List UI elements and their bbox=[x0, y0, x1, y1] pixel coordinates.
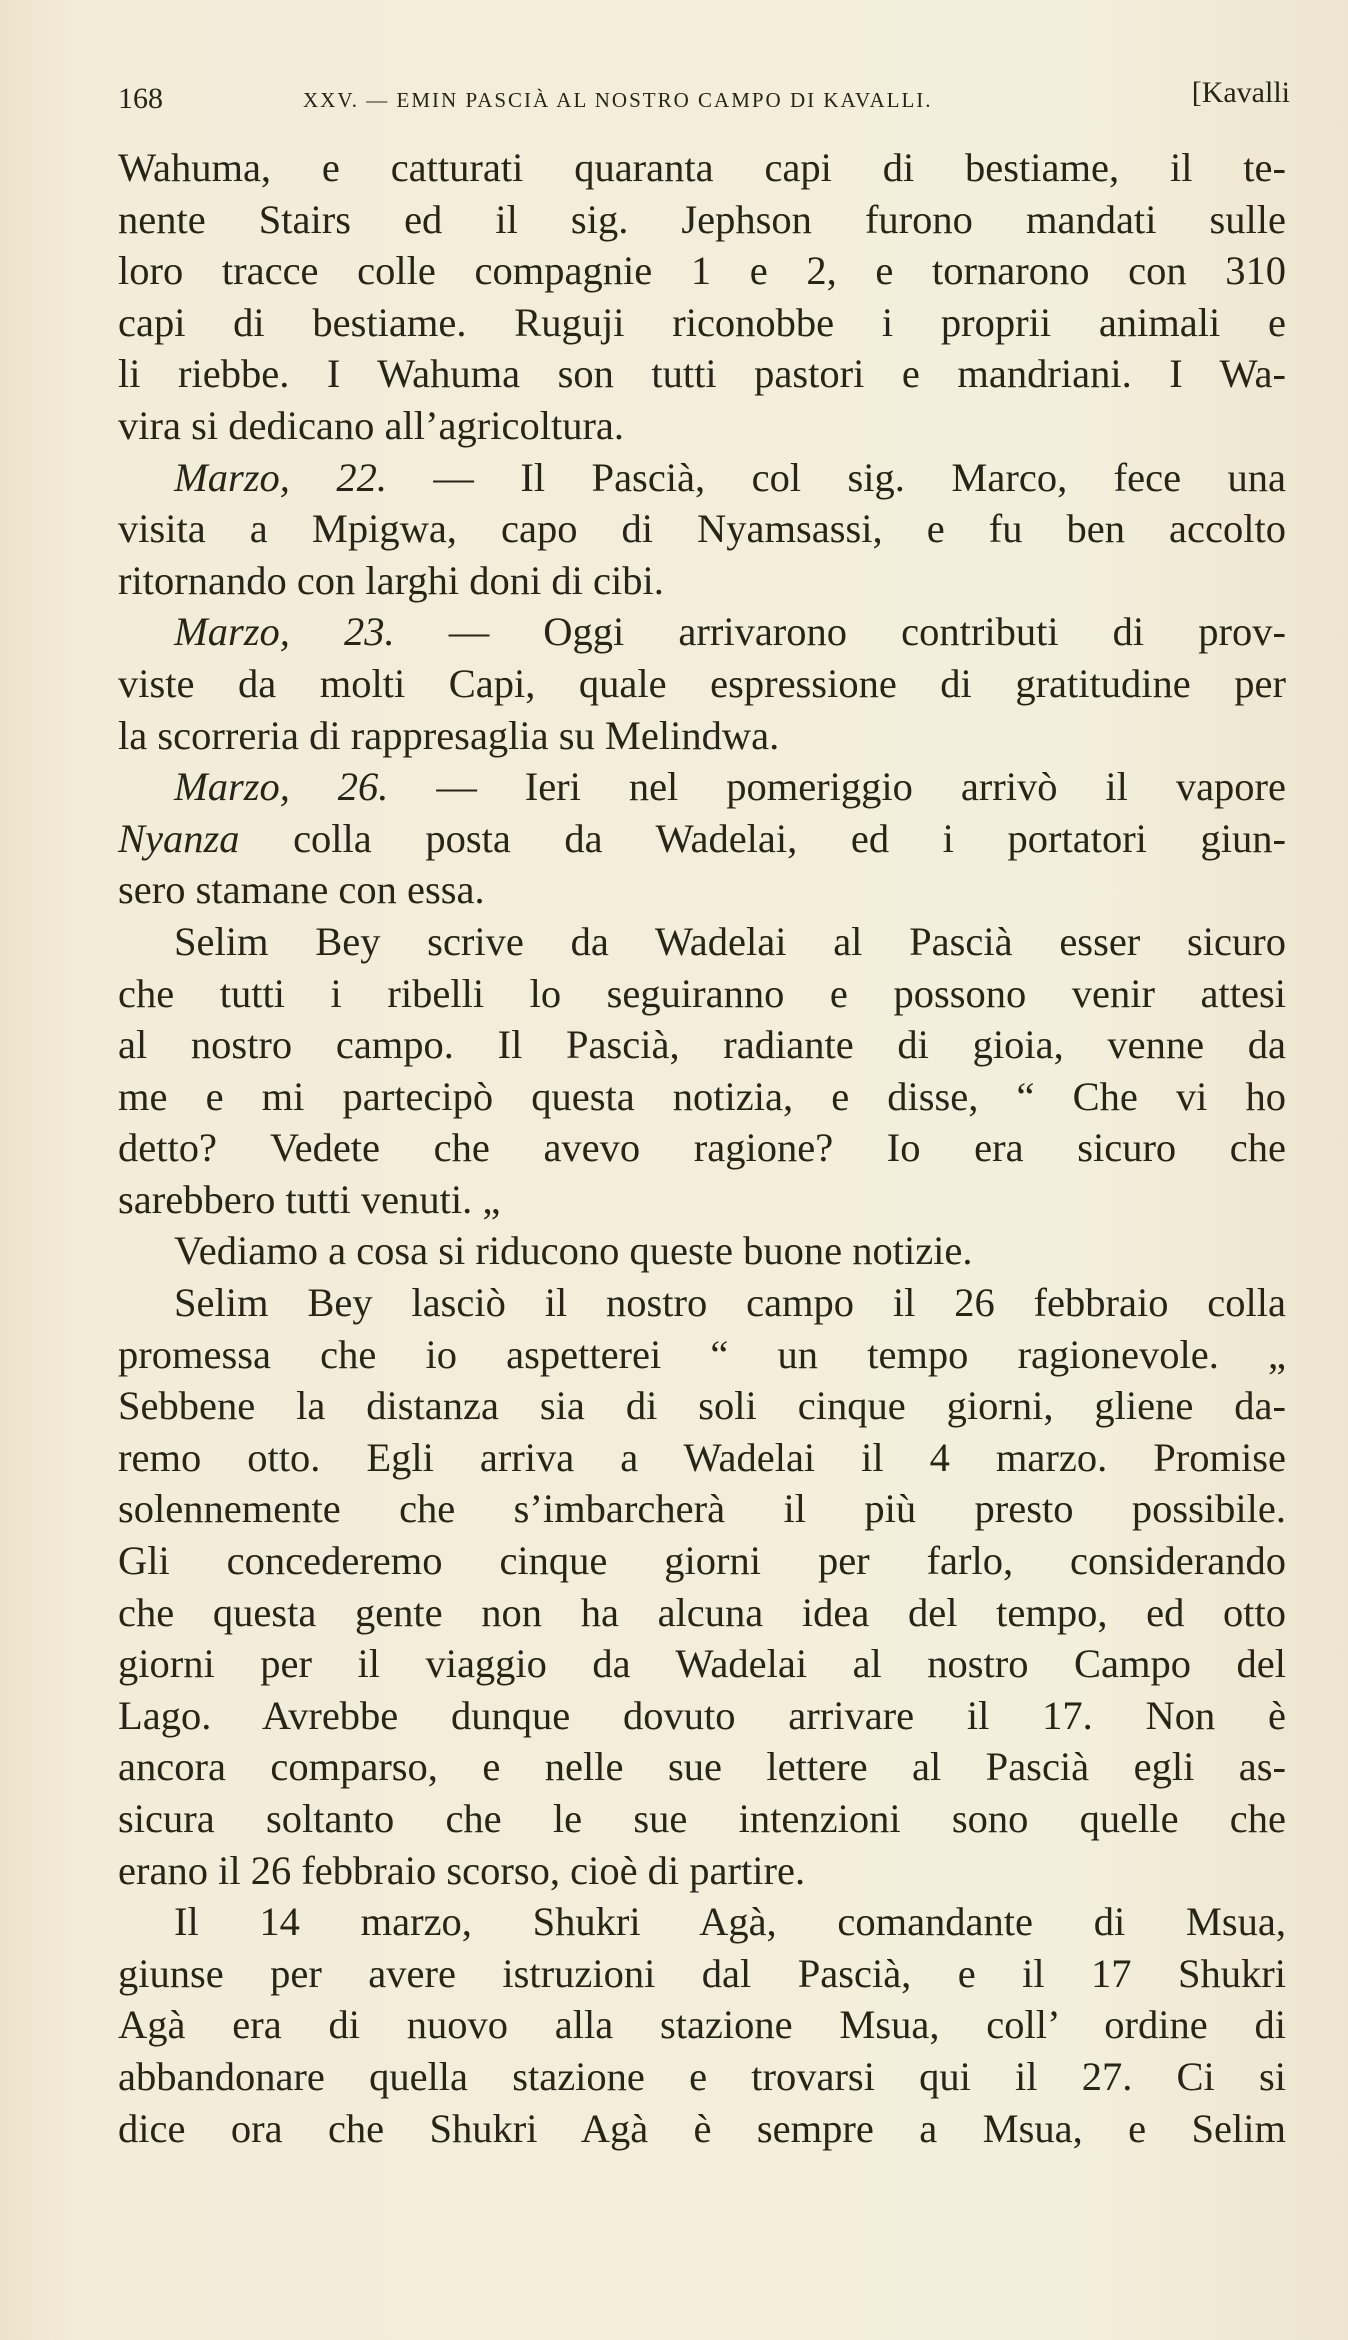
text-line: Il 14 marzo, Shukri Agà, comandante di Msua, bbox=[174, 1899, 1286, 1945]
text-line: erano il 26 febbraio scorso, cioè di partire. bbox=[118, 1847, 806, 1893]
text-line: nente Stairs ed il sig. Jephson furono mandati sulle bbox=[118, 196, 1286, 242]
body-text bbox=[118, 142, 1286, 2154]
text-line: detto? Vedete che avevo ragione? Io era sicuro che bbox=[118, 1125, 1286, 1171]
line-rest: colla posta da Wadelai, ed i portatori giun- bbox=[239, 815, 1286, 861]
header-place: [Kavalli bbox=[1191, 76, 1290, 109]
ship-name: Nyanza bbox=[118, 815, 240, 861]
text-line: che questa gente non ha alcuna idea del tempo, ed otto bbox=[118, 1589, 1286, 1635]
text-line: Wahuma, e catturati quaranta capi di bestiame, il te- bbox=[118, 145, 1286, 190]
text-line: loro tracce colle compagnie 1 e 2, e tornarono con 310 bbox=[118, 248, 1286, 294]
text-line: vira si dedicano all’agricoltura. bbox=[118, 402, 625, 448]
diary-date: Marzo, 23. bbox=[174, 609, 395, 655]
page-number: 168 bbox=[118, 82, 163, 115]
text-line: visita a Mpigwa, capo di Nyamsassi, e fu ben accolto bbox=[118, 506, 1286, 552]
text-line: viste da molti Capi, quale espressione di gratitudine per bbox=[118, 660, 1286, 706]
text-line: me e mi partecipò questa notizia, e disse, “ Che vi ho bbox=[118, 1073, 1286, 1119]
text-line: Lago. Avrebbe dunque dovuto arrivare il 17. Non è bbox=[118, 1692, 1286, 1738]
text-line: Selim Bey lasciò il nostro campo il 26 febbraio colla bbox=[174, 1280, 1286, 1326]
text-line: giorni per il viaggio da Wadelai al nostro Campo del bbox=[118, 1641, 1286, 1687]
diary-date: Marzo, 22. bbox=[174, 454, 387, 500]
text-line: Vediamo a cosa si riducono queste buone notizie. bbox=[174, 1228, 973, 1274]
text-line: solennemente che s’imbarcherà il più presto possibile. bbox=[118, 1486, 1286, 1532]
text-line: promessa che io aspetterei “ un tempo ragionevole. „ bbox=[118, 1331, 1286, 1377]
text-line: Gli concederemo cinque giorni per farlo, considerando bbox=[118, 1538, 1286, 1584]
diary-date: Marzo, 26. bbox=[174, 764, 389, 810]
line-rest: — Oggi arrivarono contributi di prov- bbox=[394, 609, 1286, 655]
line-rest: — Il Pascià, col sig. Marco, fece una bbox=[386, 454, 1286, 500]
text-line: remo otto. Egli arriva a Wadelai il 4 marzo. Promise bbox=[118, 1434, 1286, 1480]
text-line: Agà era di nuovo alla stazione Msua, coll’ ordine di bbox=[118, 2002, 1286, 2048]
text-line: la scorreria di rappresaglia su Melindwa. bbox=[118, 712, 780, 758]
text-line bbox=[118, 761, 1286, 813]
text-line: che tutti i ribelli lo seguiranno e possono venir attesi bbox=[118, 970, 1286, 1016]
text-line: ancora comparso, e nelle sue lettere al Pascià egli as- bbox=[118, 1744, 1286, 1790]
text-line bbox=[118, 452, 1286, 504]
text-line bbox=[118, 606, 1286, 658]
running-title: XXV. — EMIN PASCIÀ AL NOSTRO CAMPO DI KAVALLI. bbox=[303, 88, 933, 112]
text-line: sicura soltanto che le sue intenzioni sono quelle che bbox=[118, 1796, 1286, 1841]
text-line: sarebbero tutti venuti. „ bbox=[118, 1176, 501, 1222]
text-line: giunse per avere istruzioni dal Pascià, e il 17 Shukri bbox=[118, 1950, 1286, 1996]
text-line: Sebbene la distanza sia di soli cinque giorni, gliene da- bbox=[118, 1383, 1286, 1429]
text-line bbox=[118, 813, 1286, 865]
page-header bbox=[118, 76, 1290, 126]
text-line: li riebbe. I Wahuma son tutti pastori e mandriani. I Wa- bbox=[118, 351, 1286, 397]
text-line: ritornando con larghi doni di cibi. bbox=[118, 557, 664, 603]
text-line: abbandonare quella stazione e trovarsi qui il 27. Ci si bbox=[118, 2053, 1286, 2099]
line-rest: — Ieri nel pomeriggio arrivò il vapore bbox=[388, 764, 1287, 810]
text-line: al nostro campo. Il Pascià, radiante di gioia, venne da bbox=[118, 1022, 1286, 1068]
text-line: dice ora che Shukri Agà è sempre a Msua, e Selim bbox=[118, 2105, 1286, 2151]
text-line: sero stamane con essa. bbox=[118, 867, 485, 913]
text-line: Selim Bey scrive da Wadelai al Pascià esser sicuro bbox=[174, 918, 1286, 964]
text-line: capi di bestiame. Ruguji riconobbe i proprii animali e bbox=[118, 299, 1286, 345]
